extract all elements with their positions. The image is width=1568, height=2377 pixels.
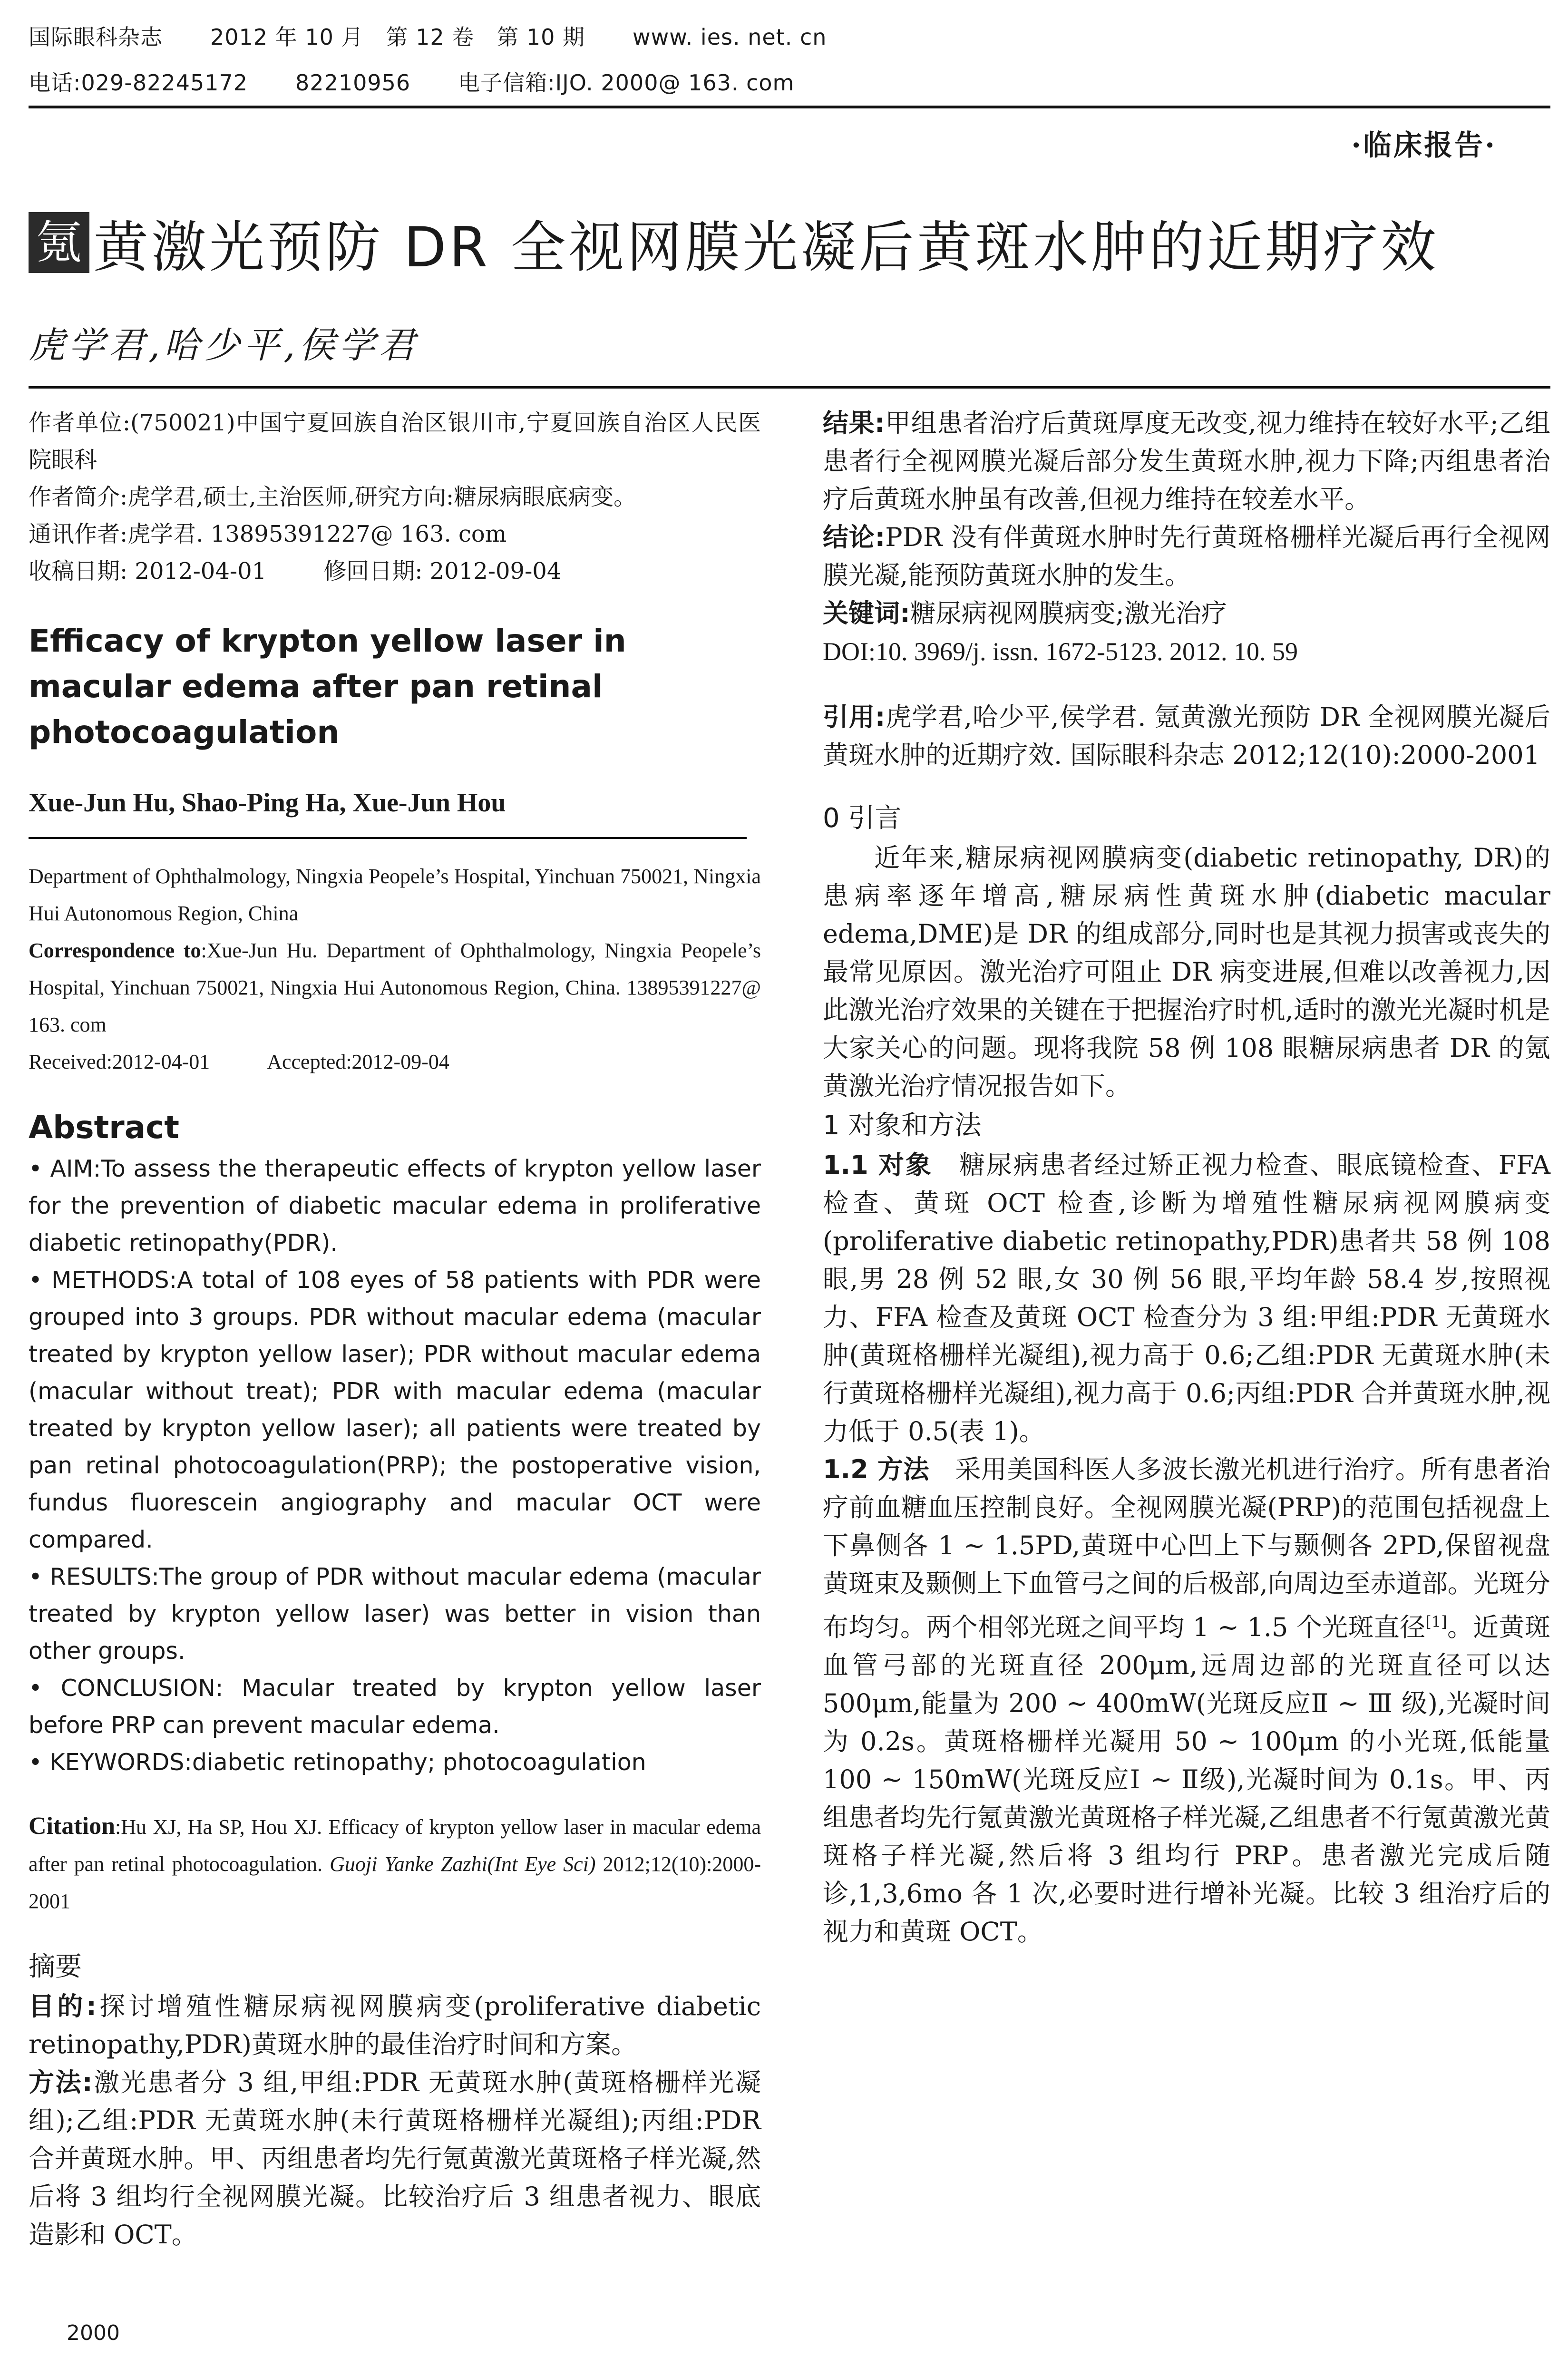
section-tag: ·临床报告·	[1351, 129, 1497, 162]
journal-issue: 2012 年 10 月 第 12 卷 第 10 期	[210, 24, 585, 50]
authors-rule	[29, 837, 747, 839]
journal-website[interactable]: www. ies. net. cn	[633, 24, 827, 50]
citation-tail: 2012;12(10):2000-2001	[29, 1852, 761, 1913]
heading-introduction: 0 引言	[823, 803, 902, 834]
cn-citation-text: 虎学君,哈少平,侯学君. 氪黄激光预防 DR 全视网膜光凝后黄斑水肿的近期疗效. 国际眼科杂志 2012;12(10):2000-2001	[823, 702, 1550, 770]
cn-citation	[823, 698, 1550, 774]
heading-subjects: 1.1 对象	[823, 1150, 933, 1180]
header-rule	[29, 106, 1550, 108]
abstract-heading: Abstract	[29, 1109, 179, 1146]
department-en: Department of Ophthalmology, Ningxia Peopele’s Hospital, Yinchuan 750021, Ningxia Hui Autonomous Region, China	[29, 865, 761, 925]
cn-methods-label: 方法:	[29, 2067, 93, 2097]
cn-methods-text: 激光患者分 3 组,甲组:PDR 无黄斑水肿(黄斑格栅样光凝组);乙组:PDR 无黄斑水肿(未行黄斑格栅样光凝组);丙组:PDR 合并黄斑水肿。甲、丙组患者均先行氪黄激光黄斑格子样光凝,然后将 3 组均行全视网膜光凝。比较治疗后 3 组患者视力、眼底造影和 OCT。	[29, 2067, 761, 2250]
authors-cn: 虎学君,哈少平,侯学君	[29, 324, 419, 366]
abstract-keywords: • KEYWORDS:diabetic retinopathy; photocoagulation	[29, 1749, 646, 1776]
english-title: Efficacy of krypton yellow laser in macular edema after pan retinal photocoagulation	[29, 623, 626, 750]
journal-phone2: 82210956	[295, 70, 411, 96]
cn-aim	[29, 1987, 761, 2064]
cn-aim-label: 目的:	[29, 1991, 97, 2021]
cn-results-label: 结果:	[823, 408, 885, 438]
cn-conclusion-label: 结论:	[823, 522, 886, 552]
english-authors: Xue-Jun Hu, Shao-Ping Ha, Xue-Jun Hou	[29, 788, 506, 818]
title-text: 黄激光预防 DR 全视网膜光凝后黄斑水肿的近期疗效	[93, 215, 1439, 280]
correspondence-text: :Xue-Jun Hu. Department of Ophthalmology, Ningxia Peopele’s Hospital, Yinchuan 750021, Ningxia Hui Autonomous Region, China. 13895391227@ 163. com	[29, 939, 761, 1036]
citation-journal: Guoji Yanke Zazhi(Int Eye Sci)	[330, 1852, 596, 1876]
abstract-aim: • AIM:To assess the therapeutic effects of krypton yellow laser for the prevention of diabetic macular edema in proliferative diabetic retinopathy(PDR).	[29, 1155, 761, 1257]
correspondence-en	[29, 932, 761, 1043]
journal-phone: 电话:029-82245172	[29, 70, 248, 96]
subjects-paragraph	[823, 1146, 1550, 1451]
methods-text-a: 采用美国科医人多波长激光机进行治疗。所有患者治疗前血糖血压控制良好。全视网膜光凝(PRP)的范围包括视盘上下鼻侧各 1 ~ 1.5PD,黄斑中心凹上下与颞侧各 2PD,保留视盘黄斑束及颞侧上下血管弓之间的后极部,向周边至赤道部。光斑分布均匀。两个相邻光斑之间平均 1 ~ 1.5 个光斑直径	[823, 1454, 1551, 1642]
citation-text: :Hu XJ, Ha SP, Hou XJ. Efficacy of krypton yellow laser in macular edema after pan retinal photocoagulation.	[29, 1815, 761, 1876]
cn-methods	[29, 2064, 761, 2254]
abstract-results: • RESULTS:The group of PDR without macular edema (macular treated by krypton yellow laser) was better in vision than other groups.	[29, 1563, 761, 1665]
received-en: Received:2012-04-01	[29, 1050, 210, 1073]
received-date: 收稿日期: 2012-04-01	[29, 558, 267, 585]
dates	[29, 553, 761, 590]
journal-header-line1	[29, 20, 874, 51]
heading-method: 1.2 方法	[823, 1454, 929, 1484]
cn-keywords-text: 糖尿病视网膜病变;激光治疗	[910, 598, 1227, 628]
left-column	[29, 404, 761, 2254]
citation-en	[29, 1808, 761, 1920]
reference-1[interactable]: [1]	[1425, 1613, 1447, 1631]
cn-conclusion-text: PDR 没有伴黄斑水肿时先行黄斑格栅样光凝后再行全视网膜光凝,能预防黄斑水肿的发生。	[823, 522, 1550, 590]
journal-header-line2	[29, 66, 842, 97]
corresponding-author: 通讯作者:虎学君. 13895391227@ 163. com	[29, 521, 507, 547]
article-title	[29, 205, 1439, 281]
cn-keywords	[823, 594, 1550, 633]
methods-text-b: 。近黄斑血管弓部的光斑直径 200μm,远周边部的光斑直径可以达 500μm,能量为 200 ~ 400mW(光斑反应Ⅱ ~ Ⅲ 级),光凝时间为 0.2s。黄斑格栅样光凝用 50 ~ 100μm 的小光斑,低能量 100 ~ 150mW(光斑反应Ⅰ ~ Ⅱ级),光凝时间为 0.1s。甲、丙组患者均先行氪黄激光黄斑格子样光凝,乙组患者不行氪黄激光黄斑格子样光凝,然后将 3 组均行 PRP。患者激光完成后随诊,1,3,6mo 各 1 次,必要时进行增补光凝。比较 3 组治疗后的视力和黄斑 OCT。	[823, 1612, 1550, 1947]
right-column	[823, 404, 1550, 1951]
title-badge: 氪	[29, 212, 89, 273]
correspondence-label: Correspondence to	[29, 939, 201, 962]
journal-name: 国际眼科杂志	[29, 24, 163, 50]
affiliation: 作者单位:(750021)中国宁夏回族自治区银川市,宁夏回族自治区人民医院眼科	[29, 409, 761, 473]
author-bio: 作者简介:虎学君,硕士,主治医师,研究方向:糖尿病眼底病变。	[29, 484, 637, 510]
page-number: 2000	[67, 2321, 120, 2345]
cn-abstract-heading: 摘要	[29, 1951, 82, 1982]
dates-en	[29, 1043, 761, 1081]
journal-email[interactable]: 电子信箱:IJO. 2000@ 163. com	[458, 70, 795, 96]
cn-keywords-label: 关键词:	[823, 598, 910, 628]
accepted-en: Accepted:2012-09-04	[267, 1050, 449, 1073]
cn-citation-label: 引用:	[823, 702, 886, 732]
title-rule	[29, 386, 1550, 389]
abstract-methods: • METHODS:A total of 108 eyes of 58 patients with PDR were grouped into 3 groups. PDR without macular edema (macular treated by krypton yellow laser); PDR without macular edema (macular without treat); PDR with macular edema (macular treated by krypton yellow laser); all patients were treated by pan retinal photocoagulation(PRP); the postoperative vision, fundus fluorescein angiography and macular OCT were compared.	[29, 1266, 761, 1553]
subjects-text: 糖尿病患者经过矫正视力检查、眼底镜检查、FFA 检查、黄斑 OCT 检查,诊断为增殖性糖尿病视网膜病变(proliferative diabetic retinopathy,PDR)患者共 58 例 108 眼,男 28 例 52 眼,女 30 例 56 眼,平均年龄 58.4 岁,按照视力、FFA 检查及黄斑 OCT 检查分为 3 组:甲组:PDR 无黄斑水肿(黄斑格栅样光凝组),视力高于 0.6;乙组:PDR 无黄斑水肿(未行黄斑格栅样光凝组),视力高于 0.6;丙组:PDR 合并黄斑水肿,视力低于 0.5(表 1)。	[823, 1150, 1550, 1446]
cn-results-text: 甲组患者治疗后黄斑厚度无改变,视力维持在较好水平;乙组患者行全视网膜光凝后部分发生黄斑水肿,视力下降;丙组患者治疗后黄斑水肿虽有改善,但视力维持在较差水平。	[823, 408, 1550, 514]
citation-label: Citation	[29, 1812, 115, 1840]
cn-results	[823, 404, 1550, 518]
cn-aim-text: 探讨增殖性糖尿病视网膜病变(proliferative diabetic retinopathy,PDR)黄斑水肿的最佳治疗时间和方案。	[29, 1991, 761, 2059]
methods-paragraph	[823, 1451, 1550, 1951]
cn-conclusion	[823, 518, 1550, 594]
abstract-conclusion: • CONCLUSION: Macular treated by krypton yellow laser before PRP can prevent macular edema.	[29, 1675, 761, 1739]
doi[interactable]: DOI:10. 3969/j. issn. 1672-5123. 2012. 10. 59	[823, 637, 1298, 666]
introduction-text: 近年来,糖尿病视网膜病变(diabetic retinopathy, DR)的患病率逐年增高,糖尿病性黄斑水肿(diabetic macular edema,DME)是 DR 的组成部分,同时也是其视力损害或丧失的最常见原因。激光治疗可阻止 DR 病变进展,但难以改善视力,因此激光治疗效果的关键在于把握治疗时机,适时的激光光凝时机是大家关心的问题。现将我院 58 例 108 眼糖尿病患者 DR 的氪黄激光治疗情况报告如下。	[823, 843, 1550, 1101]
revised-date: 修回日期: 2012-09-04	[323, 558, 562, 585]
heading-methods: 1 对象和方法	[823, 1110, 982, 1141]
